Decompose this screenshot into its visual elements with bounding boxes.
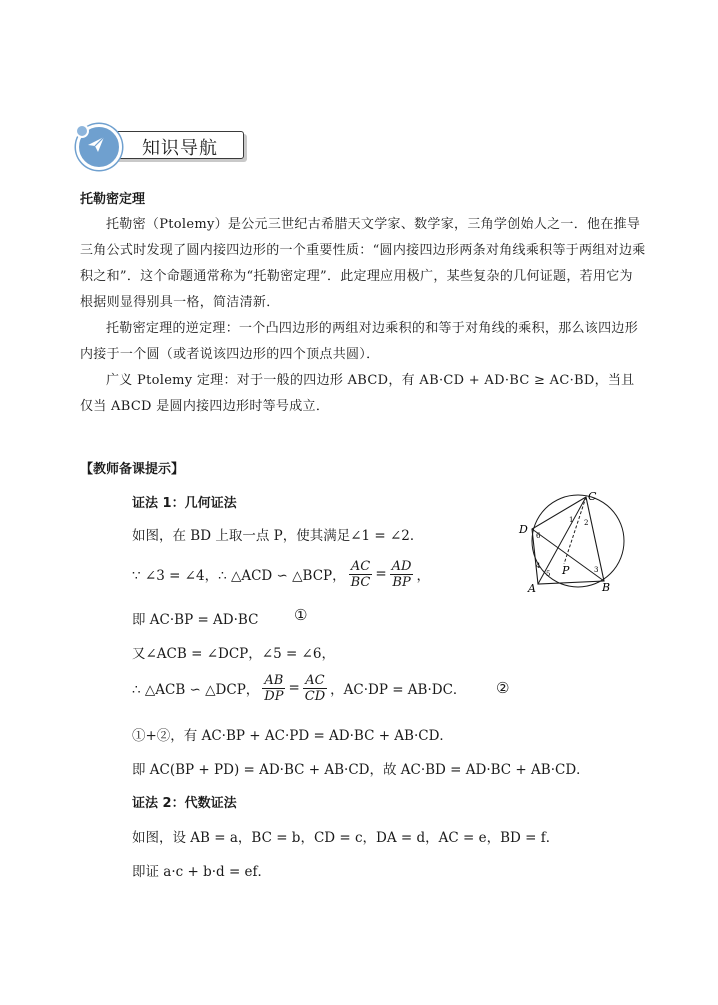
label-p: P: [562, 564, 570, 577]
proof1-line-2: ∵ ∠3 = ∠4，∴ △ACD ∽ △BCP， $\frac{AC}{BC}$ = $\frac{AD}{BP}$ ，: [132, 558, 430, 590]
proof2-title: 证法 2：代数证法: [132, 796, 237, 811]
proof1-line-5-tail: ，AC·DP = AB·DC．: [330, 682, 467, 698]
proof1-line-6: ①+②，有 AC·BP + AC·PD = AD·BC + AB·CD．: [132, 728, 453, 744]
header-title: 知识导航: [142, 138, 218, 159]
proof2-line-2: 即证 a·c + b·d = ef．: [132, 864, 272, 880]
cyclic-quadrilateral-figure: [508, 488, 638, 594]
proof1-line-3: 即 AC·BP = AD·BC: [132, 612, 259, 628]
angle-label-6: 6: [536, 532, 541, 540]
angle-label-3: 3: [594, 566, 599, 574]
paragraph-1: 托勒密（Ptolemy）是公元三世纪古希腊天文学家、数学家，三角学创始人之一．他在推导三角公式时发现了圆内接四边形的一个重要性质：“圆内接四边形两条对角线乘积等于两组对边乘积之和”．这个命题通常称为“托勒密定理”．此定理应用极广，某些复杂的几何证题，若用它为根据则显得别具一格，简洁清新．: [80, 217, 646, 310]
label-d: D: [519, 523, 528, 536]
equation-mark-1: ①: [294, 606, 308, 624]
proof1-line-2-text: ∵ ∠3 = ∠4，∴ △ACD ∽ △BCP，: [132, 568, 346, 584]
section-title: 托勒密定理: [80, 192, 146, 207]
angle-label-2: 2: [584, 519, 589, 527]
label-c: C: [588, 490, 597, 503]
teacher-tip-label: 【教师备课提示】: [80, 462, 185, 477]
fraction-ab-dp: $\frac{AB}{DP}$: [264, 672, 284, 704]
fraction-ac-cd: $\frac{AC}{CD}$: [304, 672, 326, 704]
proof1-line-4: 又∠ACB = ∠DCP，∠5 = ∠6，: [132, 646, 335, 662]
proof1-line-5: ∴ △ACB ∽ △DCP， $\frac{AB}{DP}$ = $\frac{AC}{CD}$ ，AC·DP = AB·DC．: [132, 672, 467, 704]
proof2-line-1: 如图，设 AB = a，BC = b，CD = c，DA = d，AC = e，BD = f．: [132, 830, 560, 846]
paragraph-3: 广义 Ptolemy 定理：对于一般的四边形 ABCD，有 AB·CD + AD·BC ≥ AC·BD，当且仅当 ABCD 是圆内接四边形时等号成立．: [80, 373, 635, 414]
proof1-line-5-text: ∴ △ACB ∽ △DCP，: [132, 682, 260, 698]
label-b: B: [602, 581, 611, 594]
equation-mark-2: ②: [496, 679, 510, 697]
proof1-line-7: 即 AC(BP + PD) = AD·BC + AB·CD，故 AC·BD = AD·BC + AB·CD．: [132, 762, 590, 778]
paragraph-2: 托勒密定理的逆定理：一个凸四边形的两组对边乘积的和等于对角线的乘积，那么该四边形内接于一个圆（或者说该四边形的四个顶点共圆）．: [80, 321, 639, 362]
label-a: A: [528, 582, 536, 594]
proof1-title: 证法 1：几何证法: [132, 496, 237, 511]
proof1-line-1: 如图，在 BD 上取一点 P，使其满足∠1 = ∠2．: [132, 528, 424, 544]
fraction-ad-bp: $\frac{AD}{BP}$: [391, 558, 412, 590]
section-header-badge: [76, 122, 246, 162]
paper-plane-icon: [76, 124, 122, 170]
angle-label-5: 5: [546, 570, 551, 578]
angle-label-4: 4: [536, 562, 541, 570]
angle-label-1: 1: [569, 516, 574, 524]
fraction-ac-bc: $\frac{AC}{BC}$: [350, 558, 371, 590]
